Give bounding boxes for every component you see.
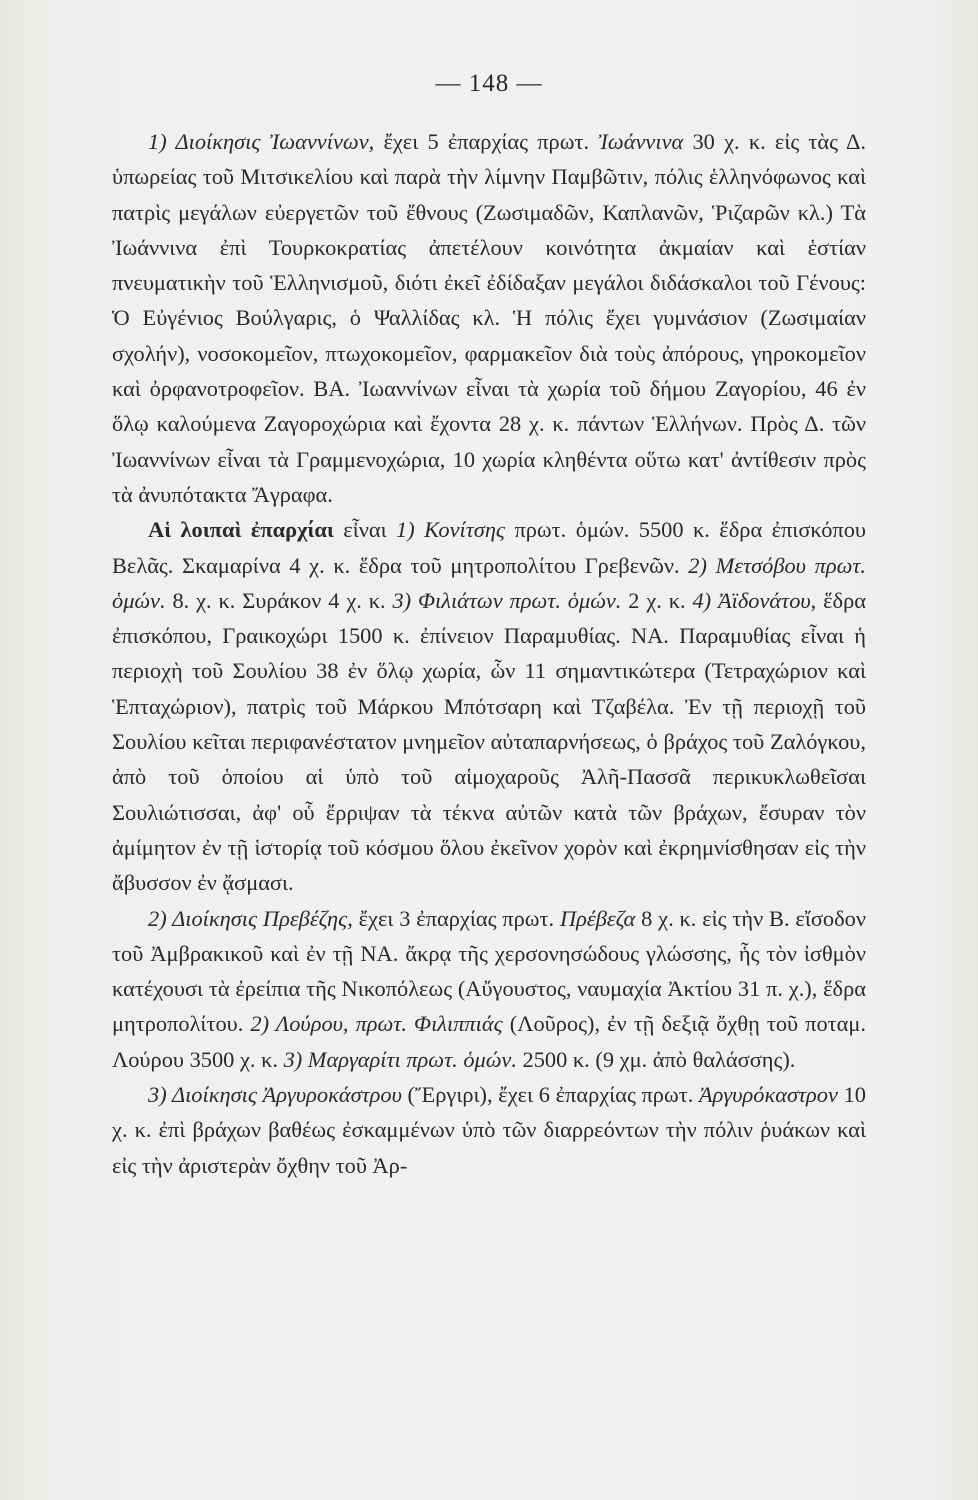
text: 2 χ. κ. — [621, 587, 693, 613]
paragraph-argyrokastro — [112, 1077, 866, 1183]
place-name: 2) Μετσόβου πρωτ. ὁμών. — [112, 552, 866, 613]
place-name: Πρέβεζα — [559, 905, 636, 931]
text: πρωτ. ὁμών. 5500 κ. ἕδρα ἐπισκόπου Βελᾶς. Σκαμαρίνα 4 χ. κ. ἕδρα τοῦ μητροπολίτου Γρεβενῶν. — [112, 517, 866, 578]
text: , ἕδρα ἐπισκόπου, Γραικοχώρι 1500 κ. ἐπίνειον Παραμυθίας. ΝΑ. Παραμυθίας εἶναι ἡ περιοχὴ τοῦ Σουλίου 38 ἐν ὅλῳ χωρία, ὧν 11 σημαντικώτερα (Τετραχώριον καὶ Ἑπταχώριον), πατρὶς τοῦ Μάρκου Μπότσαρη καὶ Τζαβέλα. Ἐν τῇ περιοχῇ τοῦ Σουλίου κεῖται περιφανέστατον μνημεῖον αὐταπαρνήσεως, ὁ βράχος τοῦ Ζαλόγκου, ἀπὸ τοῦ ὁποίου αἱ ὑπὸ τοῦ αἱμοχαροῦς Ἀλῆ-Πασσᾶ περικυκλωθεῖσαι Σουλιώτισσαι, ἀφ' οὗ ἔρριψαν τὰ τέκνα αὐτῶν κατὰ τῶν βράχων, ἔσυραν τὸν ἀμίμητον ἐν τῇ ἱστορίᾳ τοῦ κόσμου ὅλου ἐκεῖνον χορὸν καὶ ἐκρημνίσθησαν εἰς τὴν ἄβυσσον ἐν ᾄσμασι. — [112, 587, 866, 896]
text: 8. χ. κ. Συράκον 4 χ. κ. — [165, 587, 393, 613]
paragraph-preveza — [112, 901, 866, 1077]
heading-ioannina: 1) Διοίκησις Ἰωαννίνων — [148, 129, 369, 154]
place-name: 3) Μαργαρίτι πρωτ. ὁμών. — [283, 1046, 517, 1072]
text: , ἔχει 5 ἐπαρχίας πρωτ. — [368, 129, 599, 154]
text: 10 χ. κ. ἐπὶ βράχων βαθέως ἐσκαμμένων ὑπὸ τῶν διαρρεόντων τὴν πόλιν ῥυάκων καὶ εἰς τὴν ἀριστερὰν ὄχθην τοῦ Ἀρ- — [112, 1082, 866, 1178]
place-name: 1) Κονίτσης — [396, 517, 506, 543]
place-name: 3) Φιλιάτων πρωτ. ὁμών. — [392, 587, 622, 613]
place-name: 2) Λούρου, πρωτ. Φιλιππιάς — [250, 1011, 503, 1037]
text: , ἔχει 3 ἐπαρχίας πρωτ. — [347, 905, 560, 931]
text: (Ἔργιρι), ἔχει 6 ἐπαρχίας πρωτ. — [401, 1082, 699, 1108]
text: (Λοῦρος), ἐν τῇ δεξιᾷ ὄχθῃ τοῦ ποταμ. Λούρου 3500 χ. κ. — [112, 1011, 867, 1072]
page-number: — 148 — — [435, 70, 543, 97]
text: εἶναι — [333, 517, 397, 543]
heading-preveza: 2) Διοίκησις Πρεβέζης — [148, 905, 348, 931]
place-name: Ἰωάννινα — [598, 129, 684, 154]
text: 8 χ. κ. εἰς τὴν Β. εἴσοδον τοῦ Ἀμβρακικοῦ καὶ ἐν τῇ ΝΑ. ἄκρᾳ τῆς χερσονησώδους γλώσσης, ἧς τὸν ἰσθμὸν κατέχουσι τὰ ἐρείπια τῆς Νικοπόλεως (Αὔγουστος, ναυμαχία Ἀκτίου 31 π. χ.), ἕδρα μητροπολίτου. — [112, 905, 866, 1037]
text: 30 χ. κ. εἰς τὰς Δ. ὑπωρείας τοῦ Μιτσικελίου καὶ παρὰ τὴν λίμνην Παμβῶτιν, πόλις ἑλληνόφωνος καὶ πατρὶς μεγάλων εὐεργετῶν τοῦ ἔθνους (Ζωσιμαδῶν, Καπλανῶν, Ῥιζαρῶν κλ.) Τὰ Ἰωάννινα ἐπὶ Τουρκοκρατίας ἀπετέλουν κοινότητα ἀκμαίαν καὶ ἑστίαν πνευματικὴν τοῦ Ἑλληνισμοῦ, διότι ἐκεῖ ἐδίδαξαν μεγάλοι διδάσκαλοι τοῦ Γένους: Ὁ Εὐγένιος Βούλγαρις, ὁ Ψαλλίδας κλ. Ἡ πόλις ἔχει γυμνάσιον (Ζωσιμαίαν σχολήν), νοσοκομεῖον, πτωχοκομεῖον, φαρμακεῖον διὰ τοὺς ἀπόρους, γηροκομεῖον καὶ ὀρφανοτροφεῖον. ΒΑ. Ἰωαννίνων εἶναι τὰ χωρία τοῦ δήμου Ζαγορίου, 46 ἐν ὅλῳ καλούμενα Ζαγοροχώρια καὶ ἔχοντα 28 χ. κ. πάντων Ἑλλήνων. Πρὸς Δ. τῶν Ἰωαννίνων εἶναι τὰ Γραμμενοχώρια, 10 χωρία κληθέντα οὕτω κατ' ἀντίθεσιν πρὸς τὰ ἀνυπότακτα Ἄγραφα. — [112, 129, 866, 507]
paragraph-other-provinces — [112, 512, 866, 900]
paragraph-ioannina — [112, 124, 866, 512]
heading-argyrokastro: 3) Διοίκησις Ἀργυροκάστρου — [148, 1082, 402, 1108]
text: 2500 κ. (9 χμ. ἀπὸ θαλάσσης). — [516, 1046, 796, 1072]
place-name: Ἀργυρόκαστρον — [699, 1082, 838, 1108]
heading-other-provinces: Αἱ λοιπαὶ ἐπαρχίαι — [148, 517, 334, 543]
document-body — [112, 124, 866, 1183]
place-name: 4) Ἀϊδονάτου — [692, 587, 811, 613]
